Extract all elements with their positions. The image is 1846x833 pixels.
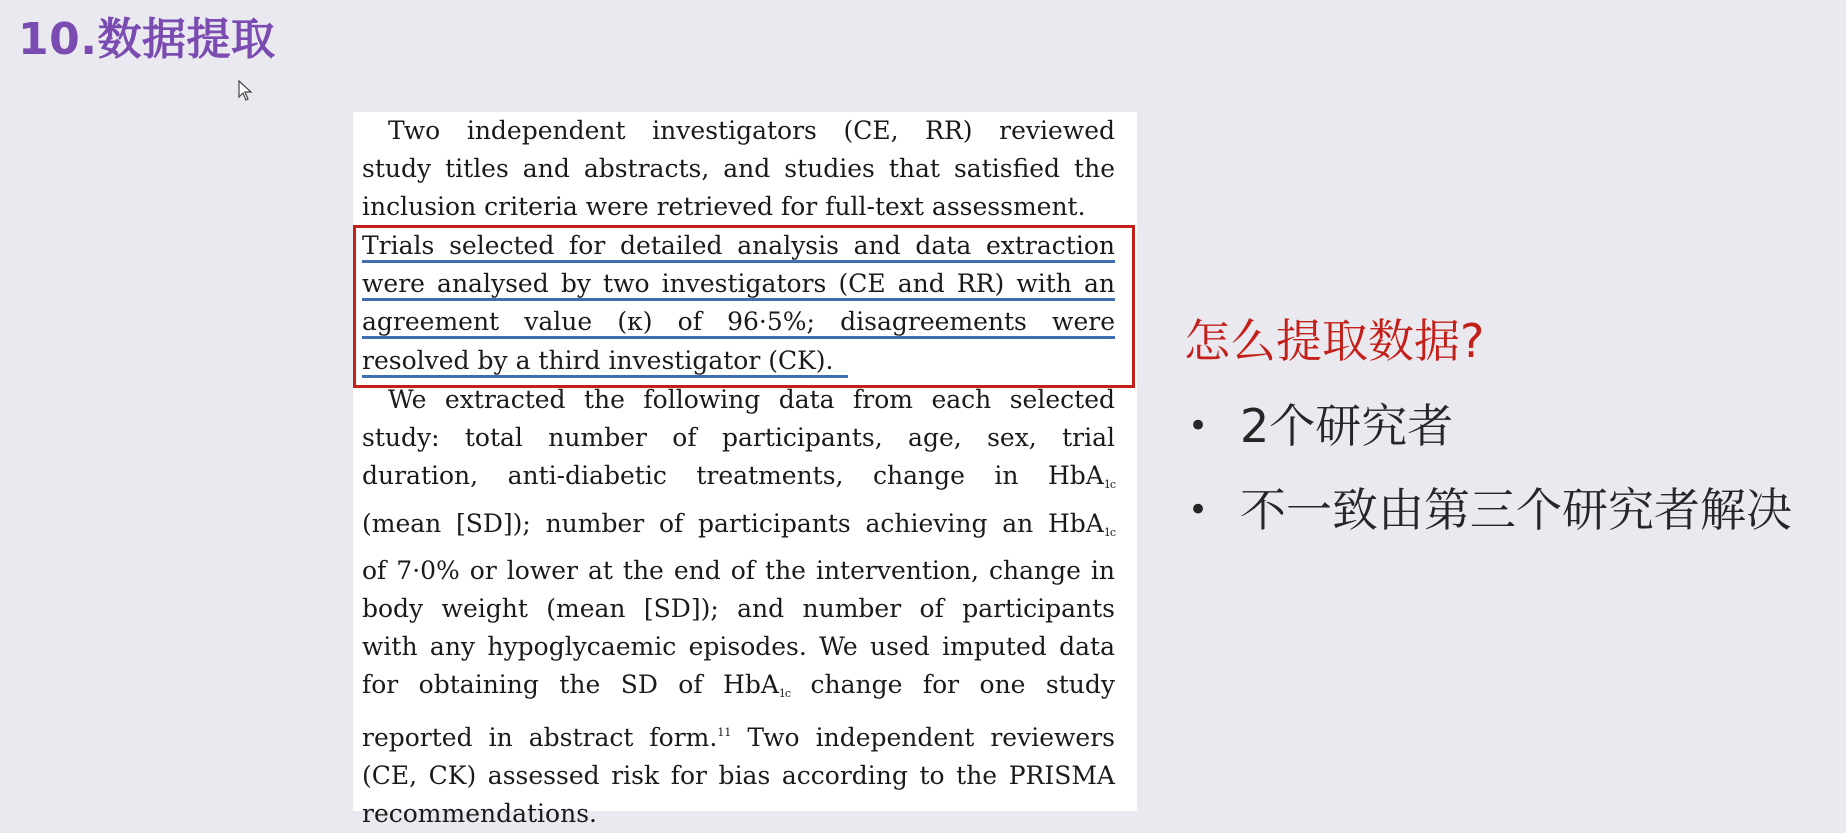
bullet-text: 不一致由第三个研究者解决 bbox=[1240, 483, 1792, 537]
text-run: duration, anti-diabetic treatments, change in HbA bbox=[362, 461, 1104, 491]
text-line: were analysed by two investigators (CE and RR) with an bbox=[362, 269, 1115, 299]
text-run: for obtaining the SD of HbA bbox=[362, 670, 779, 700]
text-line: resolved by a third investigator (CK). bbox=[362, 345, 834, 375]
text-run: change for one study bbox=[790, 670, 1115, 700]
text-line: study: total number of participants, age, sex, trial bbox=[362, 423, 1115, 453]
text-line: inclusion criteria were retrieved for full-text assessment. bbox=[362, 192, 1086, 222]
text-line bbox=[362, 457, 1115, 504]
text-line bbox=[362, 714, 1115, 757]
subscript: 1c bbox=[1103, 525, 1115, 539]
bullet-item bbox=[1184, 479, 1792, 541]
bullet-icon: • bbox=[1188, 406, 1209, 446]
text-line: recommendations. bbox=[362, 799, 597, 829]
text-line bbox=[362, 505, 1115, 552]
text-line: agreement value (κ) of 96·5%; disagreements were bbox=[362, 307, 1115, 337]
callout-question: 怎么提取数据? bbox=[1184, 314, 1485, 368]
text-line bbox=[362, 666, 1115, 713]
text-run: (mean [SD]); number of participants achieving an HbA bbox=[362, 508, 1104, 538]
text-line: Two independent investigators (CE, RR) reviewed bbox=[388, 116, 1115, 145]
bullet-item bbox=[1184, 395, 1792, 457]
paragraph-data-extraction bbox=[362, 381, 1115, 833]
text-line: of 7·0% or lower at the end of the intervention, change in bbox=[362, 555, 1115, 585]
bullet-text: 2个研究者 bbox=[1240, 399, 1454, 453]
highlight-box bbox=[353, 225, 1135, 388]
text-line: (CE, CK) assessed risk for bias according to the PRISMA bbox=[362, 760, 1115, 790]
subscript: 1c bbox=[1103, 478, 1115, 492]
text-line: body weight (mean [SD]); and number of participants bbox=[362, 594, 1115, 624]
text-run: reported in abstract form. bbox=[362, 722, 718, 752]
text-run: Two independent reviewers bbox=[731, 722, 1115, 752]
reference-superscript: 11 bbox=[717, 725, 732, 739]
paper-excerpt bbox=[353, 112, 1137, 829]
text-line: study titles and abstracts, and studies that satisfied the bbox=[362, 154, 1115, 184]
subscript: 1c bbox=[778, 687, 791, 701]
text-line: with any hypoglycaemic episodes. We used imputed data bbox=[362, 632, 1115, 662]
callout-bullet-list bbox=[1184, 395, 1792, 563]
mouse-pointer-icon bbox=[238, 80, 254, 102]
bullet-icon: • bbox=[1188, 490, 1209, 530]
text-line: Trials selected for detailed analysis and data extraction bbox=[362, 231, 1115, 260]
slide-title: 10.数据提取 bbox=[18, 14, 276, 65]
text-line: We extracted the following data from each selected bbox=[388, 385, 1115, 414]
paragraph-screening bbox=[362, 112, 1115, 227]
